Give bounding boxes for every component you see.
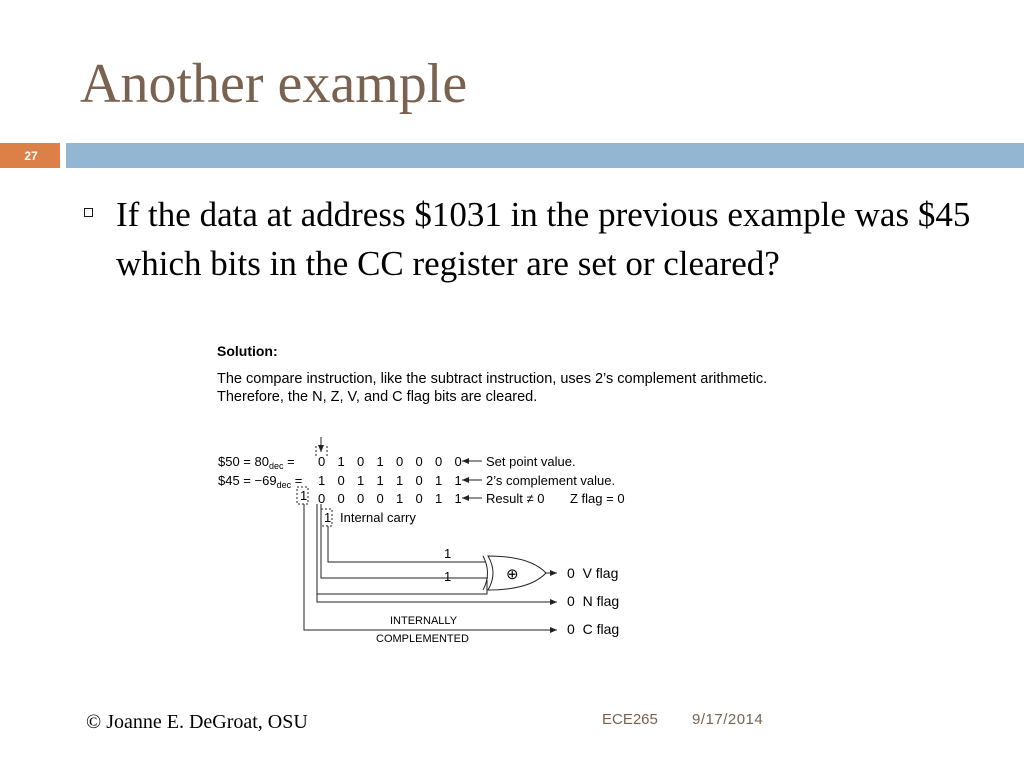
- row1-bit: 0: [415, 454, 423, 469]
- row2-bit: 0: [415, 473, 423, 488]
- slide-title: Another example: [80, 53, 468, 115]
- solution-title: Solution:: [217, 343, 278, 359]
- row1-bit: 1: [376, 454, 384, 469]
- solution-figure: [200, 340, 768, 660]
- row3-bit: 0: [337, 491, 345, 506]
- n-flag-output: 0 N flag: [567, 593, 620, 609]
- row3-bit: 0: [415, 491, 423, 506]
- row2-bit: 1: [318, 473, 326, 488]
- row3-bit: 0: [357, 491, 365, 506]
- v-flag-output: 0 V flag: [567, 565, 619, 581]
- row1-note: Set point value.: [486, 454, 576, 469]
- row2-bit: 1: [396, 473, 404, 488]
- row1-label: $50 = $80_{dec}$ =: [218, 454, 295, 471]
- row2-bit: 1: [454, 473, 462, 488]
- footer-date: 9/17/2014: [692, 711, 764, 728]
- row3-bit: 1: [435, 491, 443, 506]
- logic-diagram: [200, 340, 760, 660]
- row3-bits: [318, 491, 462, 506]
- xor-input-bottom: 1: [444, 569, 452, 584]
- internally-label: INTERNALLY: [390, 615, 458, 627]
- row2-bit: 0: [337, 473, 345, 488]
- internal-carry-label: Internal carry: [340, 510, 416, 525]
- row2-bit: 1: [435, 473, 443, 488]
- row2-note: 2’s complement value.: [486, 473, 616, 488]
- bullet-text: If the data at address $1031 in the previous example was $45 which bits in the CC register are set or cleared?: [116, 195, 971, 283]
- header-bar: [66, 143, 1024, 168]
- row1-bit: 0: [318, 454, 326, 469]
- row1-bit: 1: [337, 454, 345, 469]
- square-bullet-icon: [84, 208, 93, 217]
- row3-bit: 0: [376, 491, 384, 506]
- row3-note: Result ≠ 0: [486, 491, 545, 506]
- row1-bit: 0: [357, 454, 365, 469]
- row3-bit: 1: [454, 491, 462, 506]
- row1-bits: [318, 454, 462, 469]
- row1-bit: 0: [396, 454, 404, 469]
- footer-course: ECE265: [602, 711, 658, 728]
- solution-text: The compare instruction, like the subtract instruction, uses 2’s complement arithmetic. Therefore, the N, Z, V, and C flag bits are cleared.: [217, 371, 768, 405]
- c-flag-output: 0 C flag: [567, 621, 620, 637]
- row2-label: $45 = $-69_{dec}$ =: [218, 473, 303, 490]
- row1-bit: 0: [454, 454, 462, 469]
- complemented-label: COMPLEMENTED: [376, 633, 469, 645]
- xor-symbol: ⊕: [506, 566, 519, 583]
- row2-bits: [318, 473, 462, 488]
- carry-out-bit: 1: [300, 488, 308, 503]
- z-flag-note: Z flag = 0: [570, 491, 625, 506]
- row3-bit: 1: [396, 491, 404, 506]
- row2-bit: 1: [376, 473, 384, 488]
- row1-bit: 0: [435, 454, 443, 469]
- footer-author: © Joanne E. DeGroat, OSU: [86, 711, 308, 733]
- xor-input-top: 1: [444, 546, 452, 561]
- n-flag-wire: [317, 594, 557, 602]
- carry-wire: [328, 526, 486, 562]
- row2-bit: 1: [357, 473, 365, 488]
- row3-bit: 0: [318, 491, 326, 506]
- slide-number: 27: [0, 143, 60, 168]
- internal-carry-bit: 1: [324, 510, 332, 525]
